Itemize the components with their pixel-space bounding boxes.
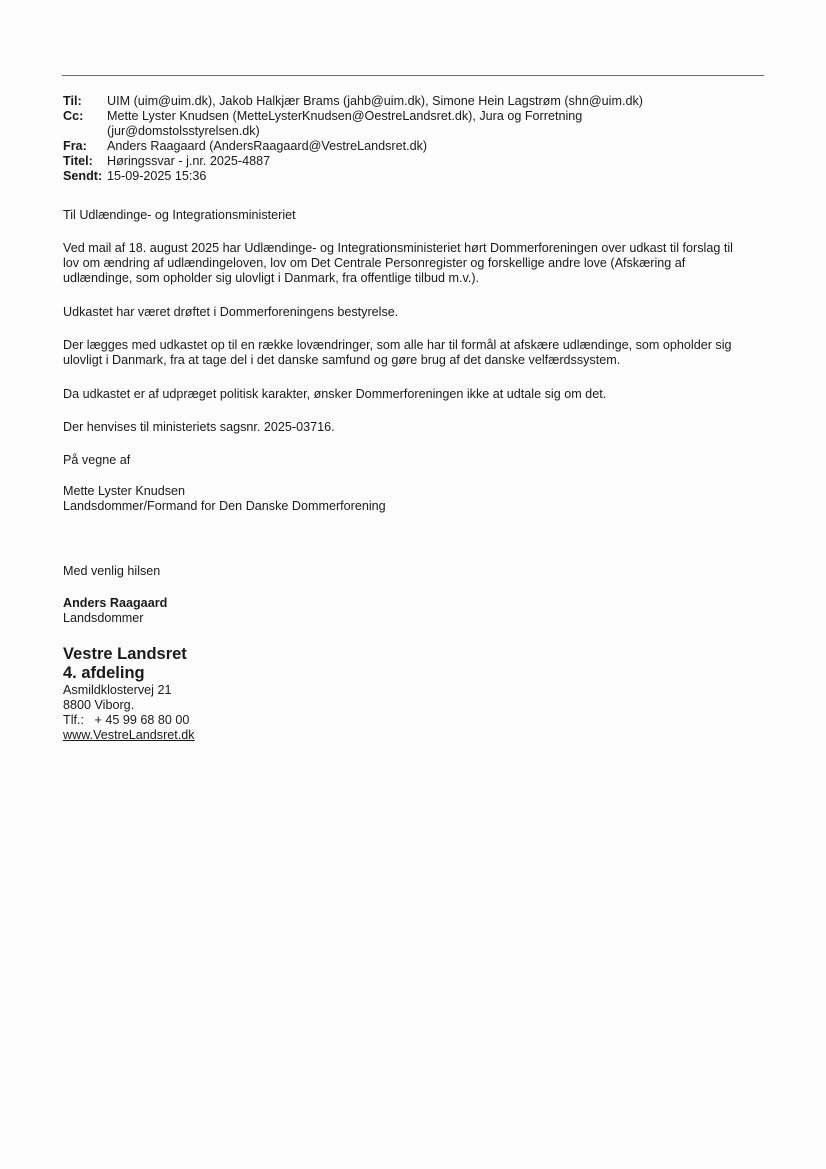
court-department: 4. afdeling	[63, 664, 145, 682]
email-header	[63, 94, 763, 184]
paragraph-1	[63, 241, 733, 286]
court-city: 8800 Viborg.	[63, 698, 135, 712]
court-name: Vestre Landsret	[63, 645, 187, 663]
fra-value: Anders Raagaard (AndersRaagaard@VestreLandsret.dk)	[107, 139, 428, 153]
header-row-sendt	[63, 169, 763, 184]
closing: Med venlig hilsen	[63, 564, 161, 578]
cc-value-line2: (jur@domstolsstyrelsen.dk)	[107, 124, 260, 138]
court-block	[63, 645, 195, 743]
signer-name: Mette Lyster Knudsen	[63, 484, 186, 498]
signer-title: Landsdommer/Formand for Den Danske Dommerforening	[63, 499, 386, 513]
court-phone: Tlf.: + 45 99 68 80 00	[63, 713, 190, 727]
signer-block	[63, 484, 386, 514]
sender-name: Anders Raagaard	[63, 596, 168, 610]
court-street: Asmildklostervej 21	[63, 683, 172, 697]
cc-value-line1: Mette Lyster Knudsen (MetteLysterKnudsen@OestreLandsret.dk), Jura og Forretning	[107, 109, 583, 123]
sender-role: Landsdommer	[63, 611, 144, 625]
fra-label: Fra:	[63, 139, 87, 153]
header-row-titel	[63, 154, 763, 169]
paragraph-4: Da udkastet er af udpræget politisk karakter, ønsker Dommerforeningen ikke at udtale sig om det.	[63, 387, 607, 401]
paragraph-3-line-2: ulovligt i Danmark, fra at tage del i det danske samfund og gøre brug af det danske velfærdssystem.	[63, 353, 621, 367]
paragraph-5: Der henvises til ministeriets sagsnr. 2025-03716.	[63, 420, 335, 434]
sendt-label: Sendt:	[63, 169, 103, 183]
paragraph-2: Udkastet har været drøftet i Dommerforeningens bestyrelse.	[63, 305, 399, 319]
cc-value	[107, 109, 763, 139]
paragraph-1-line-3: udlændinge, som opholder sig ulovligt i Danmark, fra offentlige tilbud m.v.).	[63, 271, 480, 285]
sendt-value: 15-09-2025 15:36	[107, 169, 207, 183]
cc-label: Cc:	[63, 109, 84, 123]
header-row-til	[63, 94, 763, 109]
header-row-fra	[63, 139, 763, 154]
titel-value: Høringssvar - j.nr. 2025-4887	[107, 154, 271, 168]
salutation: Til Udlændinge- og Integrationsministeriet	[63, 208, 296, 222]
paragraph-1-line-1: Ved mail af 18. august 2025 har Udlændinge- og Integrationsministeriet hørt Dommerforeningen over udkast til forslag til	[63, 241, 733, 255]
titel-label: Titel:	[63, 154, 93, 168]
header-row-cc	[63, 109, 763, 139]
sender-block	[63, 596, 167, 626]
paragraph-1-line-2: lov om ændring af udlændingeloven, lov om Det Centrale Personregister og forskellige andre love (Afskæring af	[63, 256, 686, 270]
til-value: UIM (uim@uim.dk), Jakob Halkjær Brams (jahb@uim.dk), Simone Hein Lagstrøm (shn@uim.dk)	[107, 94, 643, 108]
on-behalf-of: På vegne af	[63, 453, 131, 467]
header-divider	[62, 75, 764, 76]
paragraph-3	[63, 338, 732, 368]
til-label: Til:	[63, 94, 82, 108]
court-website-link[interactable]: www.VestreLandsret.dk	[63, 728, 195, 742]
paragraph-3-line-1: Der lægges med udkastet op til en række lovændringer, som alle har til formål at afskære udlændinge, som opholder sig	[63, 338, 732, 352]
